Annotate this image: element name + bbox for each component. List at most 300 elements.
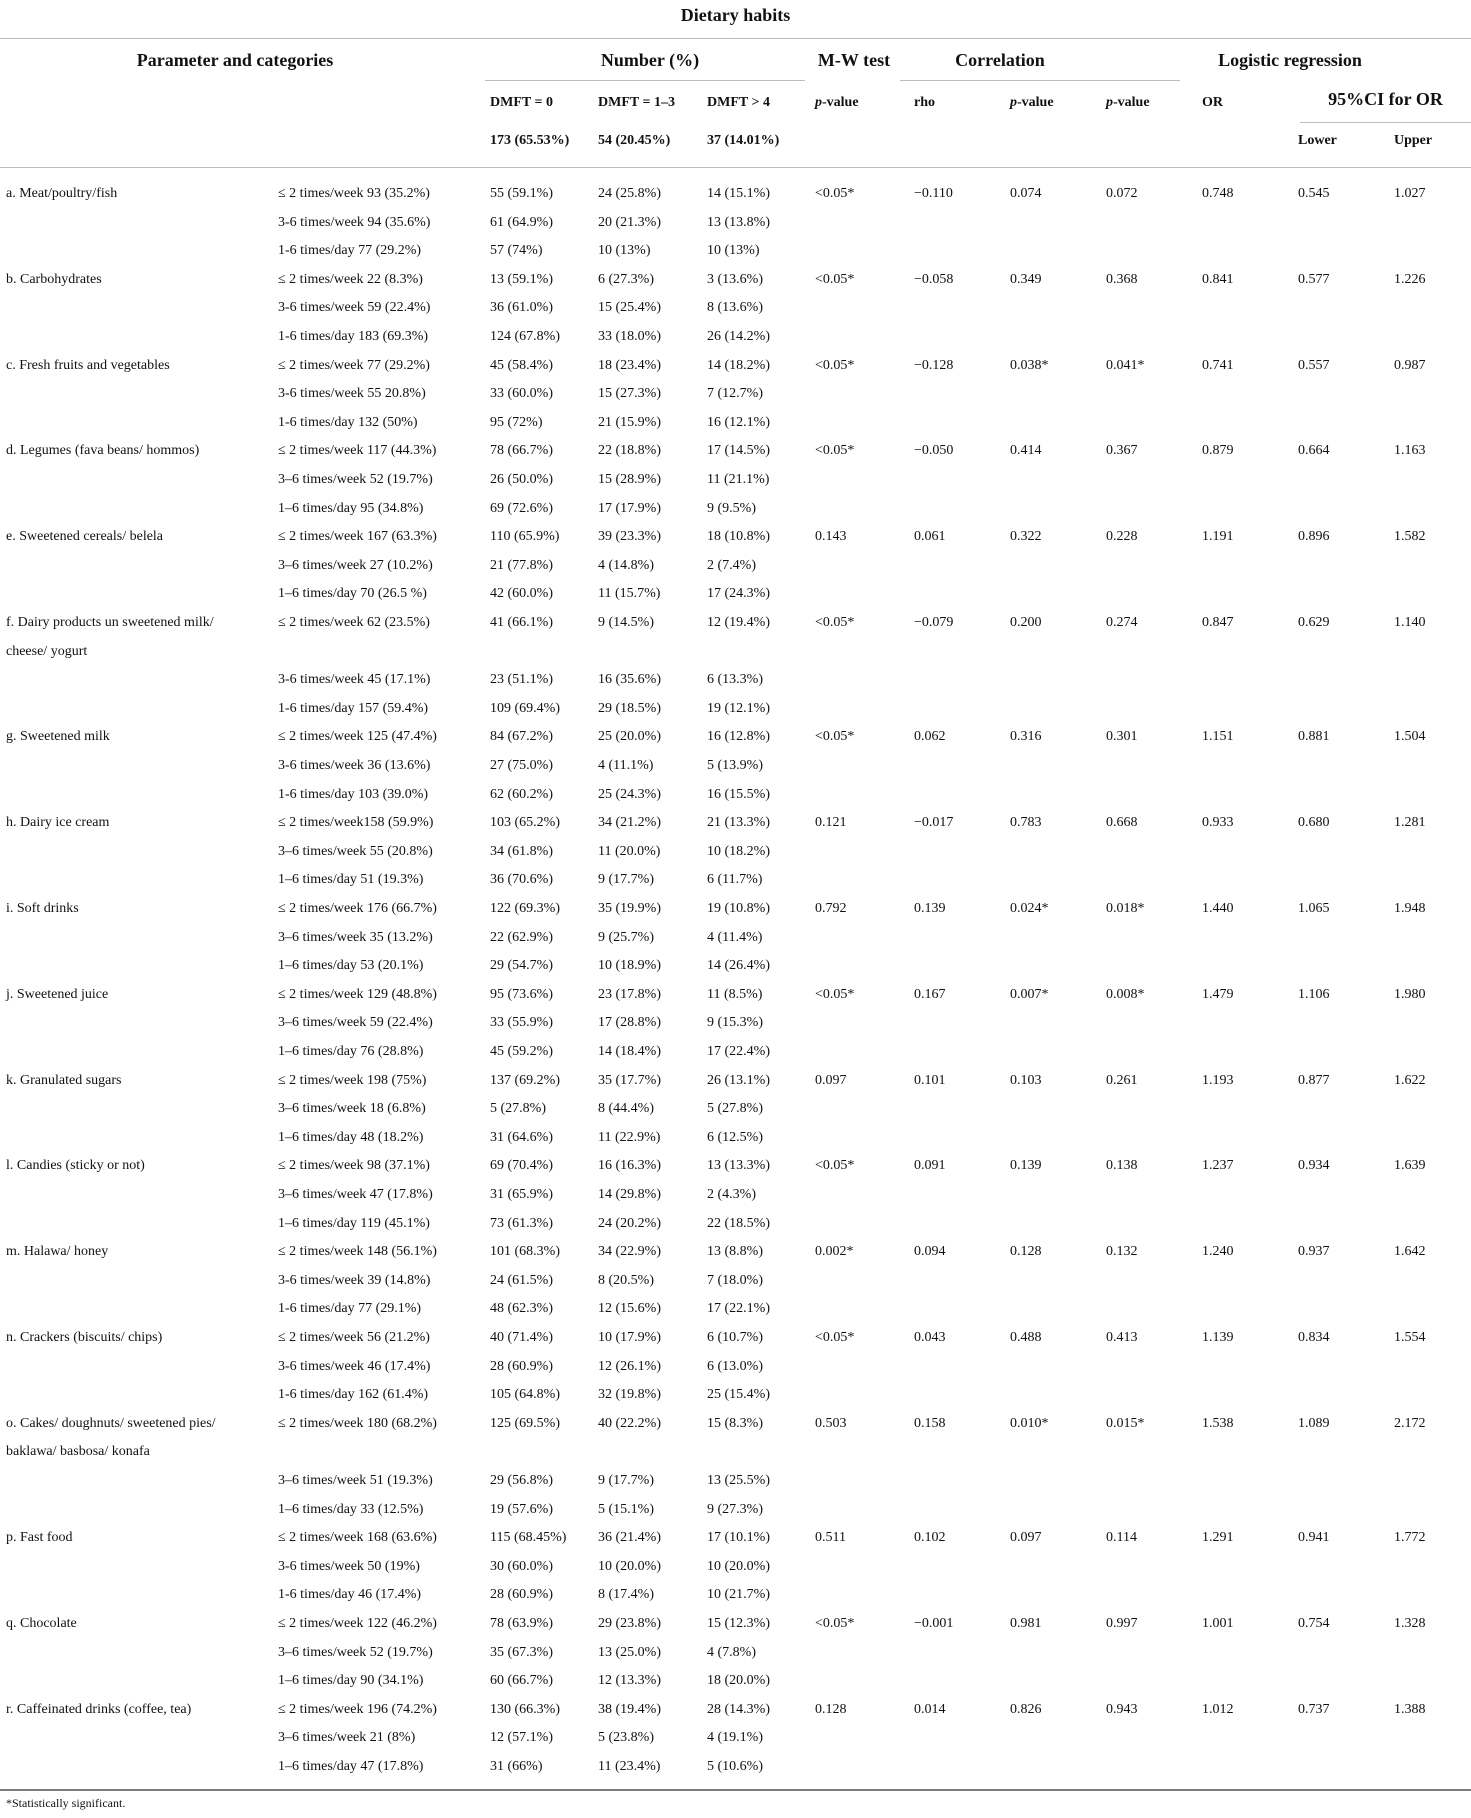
dmft4-cell: 7 (18.0%) (707, 1272, 763, 1288)
dmft13-cell: 8 (20.5%) (598, 1272, 654, 1288)
category-cell: ≤ 2 times/week 56 (21.2%) (278, 1330, 430, 1345)
table-row (0, 866, 1471, 895)
mw-pvalue-cell: 0.121 (815, 815, 847, 831)
dmft13-cell: 5 (15.1%) (598, 1501, 654, 1517)
category-cell: 3-6 times/week 45 (17.1%) (278, 672, 431, 688)
dmft0-cell: 21 (77.8%) (490, 557, 553, 573)
table-row (0, 695, 1471, 724)
category-cell: 3–6 times/week 51 (19.3%) (278, 1473, 433, 1488)
category-cell: ≤ 2 times/week 198 (75%) (278, 1072, 427, 1088)
dmft4-cell: 17 (22.4%) (707, 1044, 770, 1059)
dmft0-cell: 23 (51.1%) (490, 672, 553, 688)
ci-lower-cell: 0.877 (1298, 1072, 1330, 1088)
mw-pvalue-cell: 0.511 (815, 1530, 846, 1546)
ci-upper-cell: 1.772 (1394, 1530, 1426, 1546)
table-row (0, 1353, 1471, 1382)
ci-upper-cell: 1.948 (1394, 901, 1426, 916)
dmft0-cell: 12 (57.1%) (490, 1730, 553, 1746)
rho-cell: −0.110 (914, 186, 953, 201)
table-row (0, 1152, 1471, 1181)
ci-upper-cell: 1.388 (1394, 1701, 1426, 1717)
mw-pvalue-cell: <0.05* (815, 186, 855, 201)
ci-lower-cell: 1.106 (1298, 986, 1330, 1002)
dmft0-cell: 130 (66.3%) (490, 1701, 560, 1717)
or-cell: 1.191 (1202, 529, 1234, 545)
dmft13-cell: 12 (26.1%) (598, 1358, 661, 1374)
ci-upper-cell: 1.140 (1394, 615, 1426, 630)
header-mw: M-W test (817, 50, 891, 70)
category-cell: 3–6 times/week 35 (13.2%) (278, 929, 433, 945)
table-row (0, 924, 1471, 953)
dmft4-cell: 13 (13.3%) (707, 1158, 770, 1174)
correlation-underline (900, 80, 1180, 81)
header-dmft4: DMFT > 4 (707, 95, 770, 110)
rho-cell: 0.014 (914, 1701, 946, 1717)
dmft4-cell: 7 (12.7%) (707, 386, 763, 402)
dmft0-cell: 33 (55.9%) (490, 1015, 553, 1031)
dmft13-cell: 39 (23.3%) (598, 529, 661, 545)
table-row (0, 838, 1471, 867)
dmft0-cell: 28 (60.9%) (490, 1358, 553, 1374)
category-cell: ≤ 2 times/week158 (59.9%) (278, 815, 434, 831)
or-cell: 0.841 (1202, 271, 1234, 287)
corr-pvalue-cell: 0.007* (1010, 986, 1049, 1002)
dmft0-cell: 29 (54.7%) (490, 958, 553, 974)
dmft4-cell: 2 (4.3%) (707, 1187, 756, 1202)
or-cell: 0.741 (1202, 357, 1234, 373)
logit-pvalue-cell: 0.261 (1106, 1072, 1138, 1088)
rho-cell: 0.139 (914, 901, 946, 916)
dmft0-cell: 78 (63.9%) (490, 1616, 553, 1631)
dmft13-cell: 9 (25.7%) (598, 929, 654, 945)
ci-lower-cell: 0.896 (1298, 529, 1330, 545)
table-row (0, 180, 1471, 209)
table-row (0, 495, 1471, 524)
dmft0-cell: 5 (27.8%) (490, 1101, 546, 1117)
dmft13-cell: 40 (22.2%) (598, 1415, 661, 1431)
rho-cell: −0.058 (914, 271, 954, 287)
dmft13-cell: 14 (29.8%) (598, 1187, 661, 1202)
ci-upper-cell: 2.172 (1394, 1415, 1426, 1431)
corr-pvalue-cell: 0.200 (1010, 615, 1042, 630)
header-upper: Upper (1394, 133, 1433, 148)
ci-upper-cell: 1.504 (1394, 729, 1426, 745)
dmft0-cell: 35 (67.3%) (490, 1644, 553, 1660)
parameter-cell: p. Fast food (6, 1530, 73, 1546)
dmft4-cell: 9 (27.3%) (707, 1501, 763, 1517)
parameter-cell: n. Crackers (biscuits/ chips) (6, 1330, 163, 1345)
dmft13-cell: 11 (15.7%) (598, 586, 661, 602)
ci-upper-cell: 1.622 (1394, 1072, 1426, 1088)
header-total0: 173 (65.53%) (490, 133, 570, 148)
dmft0-cell: 45 (59.2%) (490, 1044, 553, 1059)
header-corr-pvalue: p-value (1010, 95, 1054, 110)
category-cell: 1–6 times/day 70 (26.5 %) (278, 586, 427, 602)
dmft13-cell: 4 (14.8%) (598, 557, 654, 573)
category-cell: 1–6 times/day 33 (12.5%) (278, 1501, 424, 1517)
logit-pvalue-cell: 0.368 (1106, 271, 1138, 287)
corr-pvalue-cell: 0.103 (1010, 1072, 1042, 1088)
dmft0-cell: 36 (70.6%) (490, 872, 553, 888)
dmft0-cell: 33 (60.0%) (490, 386, 553, 402)
dmft13-cell: 10 (18.9%) (598, 958, 661, 974)
ci-upper-cell: 1.226 (1394, 271, 1426, 287)
dmft0-cell: 84 (67.2%) (490, 729, 553, 745)
dmft4-cell: 19 (10.8%) (707, 901, 770, 916)
or-cell: 1.538 (1202, 1415, 1234, 1431)
dmft13-cell: 10 (13%) (598, 243, 651, 259)
table-row (0, 638, 1471, 667)
dmft13-cell: 14 (18.4%) (598, 1044, 661, 1059)
rho-cell: −0.050 (914, 443, 954, 459)
category-cell: ≤ 2 times/week 196 (74.2%) (278, 1701, 437, 1717)
ci-upper-cell: 1.027 (1394, 186, 1426, 201)
table-row (0, 1438, 1471, 1467)
dmft4-cell: 3 (13.6%) (707, 271, 763, 287)
rho-cell: 0.043 (914, 1330, 946, 1345)
corr-pvalue-cell: 0.488 (1010, 1330, 1042, 1345)
parameter-cell: d. Legumes (fava beans/ hommos) (6, 443, 200, 459)
table-bottom-rule (0, 1789, 1471, 1791)
header-total4: 37 (14.01%) (707, 133, 780, 148)
mw-pvalue-cell: <0.05* (815, 729, 855, 745)
dmft13-cell: 8 (17.4%) (598, 1587, 654, 1603)
category-cell: 3–6 times/week 52 (19.7%) (278, 1644, 433, 1660)
dmft0-cell: 36 (61.0%) (490, 300, 553, 316)
or-cell: 1.240 (1202, 1244, 1234, 1260)
dmft13-cell: 24 (20.2%) (598, 1215, 661, 1231)
rho-cell: 0.094 (914, 1244, 946, 1260)
table-row (0, 1496, 1471, 1525)
dmft13-cell: 22 (18.8%) (598, 443, 661, 459)
parameter-cell: e. Sweetened cereals/ belela (6, 529, 164, 545)
ci-lower-cell: 0.629 (1298, 615, 1330, 630)
logit-pvalue-cell: 0.008* (1106, 986, 1145, 1002)
dmft13-cell: 10 (17.9%) (598, 1330, 661, 1345)
logit-pvalue-cell: 0.114 (1106, 1530, 1137, 1546)
dmft4-cell: 5 (13.9%) (707, 758, 763, 773)
table-row (0, 1524, 1471, 1553)
table-row (0, 781, 1471, 810)
footnote: *Statistically significant. (6, 1796, 126, 1810)
ci-lower-cell: 0.577 (1298, 271, 1330, 287)
dmft4-cell: 10 (13%) (707, 243, 760, 259)
category-cell: 1–6 times/day 51 (19.3%) (278, 872, 424, 888)
parameter-cell: j. Sweetened juice (6, 986, 109, 1002)
dmft0-cell: 29 (56.8%) (490, 1473, 553, 1488)
parameter-cell: b. Carbohydrates (6, 271, 102, 287)
table-row (0, 1038, 1471, 1067)
logit-pvalue-cell: 0.943 (1106, 1701, 1138, 1717)
dmft4-cell: 13 (8.8%) (707, 1244, 763, 1260)
dmft0-cell: 137 (69.2%) (490, 1072, 560, 1088)
dmft0-cell: 105 (64.8%) (490, 1387, 560, 1403)
rho-cell: 0.102 (914, 1530, 946, 1546)
dmft13-cell: 12 (15.6%) (598, 1301, 661, 1317)
category-cell: ≤ 2 times/week 176 (66.7%) (278, 901, 437, 916)
rho-cell: 0.167 (914, 986, 946, 1002)
ci-lower-cell: 0.680 (1298, 815, 1330, 831)
dmft0-cell: 124 (67.8%) (490, 329, 560, 344)
table-row (0, 1753, 1471, 1782)
dmft4-cell: 6 (12.5%) (707, 1129, 763, 1145)
category-cell: 3–6 times/week 18 (6.8%) (278, 1101, 426, 1117)
category-cell: 1–6 times/day 95 (34.8%) (278, 500, 424, 516)
mw-pvalue-cell: <0.05* (815, 357, 855, 373)
dmft0-cell: 27 (75.0%) (490, 758, 553, 773)
ci-upper-cell: 1.163 (1394, 443, 1426, 459)
mw-pvalue-cell: 0.503 (815, 1415, 847, 1431)
or-cell: 1.001 (1202, 1616, 1234, 1631)
table-row (0, 380, 1471, 409)
category-cell: 1-6 times/day 77 (29.2%) (278, 243, 422, 259)
corr-pvalue-cell: 0.414 (1010, 443, 1042, 459)
dmft4-cell: 10 (18.2%) (707, 843, 770, 859)
dmft0-cell: 69 (72.6%) (490, 500, 553, 516)
corr-pvalue-cell: 0.038* (1010, 357, 1049, 373)
parameter-cell: a. Meat/poultry/fish (6, 186, 118, 201)
dmft4-cell: 6 (10.7%) (707, 1330, 763, 1345)
dmft13-cell: 17 (28.8%) (598, 1015, 661, 1031)
ci-lower-cell: 1.089 (1298, 1415, 1330, 1431)
corr-pvalue-cell: 0.349 (1010, 271, 1042, 287)
dmft13-cell: 11 (23.4%) (598, 1759, 661, 1774)
dmft13-cell: 5 (23.8%) (598, 1730, 654, 1746)
dmft4-cell: 18 (20.0%) (707, 1673, 770, 1689)
parameter-cell: h. Dairy ice cream (6, 815, 110, 831)
corr-pvalue-cell: 0.010* (1010, 1415, 1049, 1431)
dmft0-cell: 122 (69.3%) (490, 901, 560, 916)
table-row (0, 294, 1471, 323)
dmft13-cell: 16 (35.6%) (598, 672, 661, 688)
header-top-rule (0, 38, 1471, 39)
header-logit-pvalue: p-value (1106, 95, 1150, 110)
parameter-cell: r. Caffeinated drinks (coffee, tea) (6, 1701, 192, 1717)
or-cell: 0.847 (1202, 615, 1234, 630)
category-cell: 3-6 times/week 94 (35.6%) (278, 214, 431, 230)
dmft4-cell: 21 (13.3%) (707, 815, 770, 831)
dmft4-cell: 17 (14.5%) (707, 443, 770, 459)
dmft4-cell: 26 (14.2%) (707, 329, 770, 344)
or-cell: 1.139 (1202, 1330, 1234, 1345)
dmft13-cell: 35 (17.7%) (598, 1072, 661, 1088)
or-cell: 1.151 (1202, 729, 1234, 745)
mw-pvalue-cell: 0.128 (815, 1701, 847, 1717)
dmft13-cell: 8 (44.4%) (598, 1101, 654, 1117)
table-row (0, 552, 1471, 581)
dmft4-cell: 8 (13.6%) (707, 300, 763, 316)
dmft13-cell: 20 (21.3%) (598, 214, 661, 230)
dmft4-cell: 18 (10.8%) (707, 529, 770, 545)
mw-pvalue-cell: <0.05* (815, 1616, 855, 1631)
rho-cell: 0.062 (914, 729, 946, 745)
dmft13-cell: 10 (20.0%) (598, 1558, 661, 1574)
dmft4-cell: 17 (22.1%) (707, 1301, 770, 1317)
corr-pvalue-cell: 0.322 (1010, 529, 1042, 545)
category-cell: 3–6 times/week 47 (17.8%) (278, 1187, 433, 1202)
dmft4-cell: 6 (11.7%) (707, 872, 763, 888)
ci-upper-cell: 1.582 (1394, 529, 1426, 545)
ci-lower-cell: 0.754 (1298, 1616, 1330, 1631)
dmft4-cell: 16 (12.1%) (707, 414, 770, 430)
dmft0-cell: 101 (68.3%) (490, 1244, 560, 1260)
ci-lower-cell: 0.737 (1298, 1701, 1330, 1717)
category-cell: 3-6 times/week 46 (17.4%) (278, 1358, 431, 1374)
category-cell: 3-6 times/week 59 (22.4%) (278, 300, 431, 316)
table-row (0, 1581, 1471, 1610)
dmft0-cell: 41 (66.1%) (490, 615, 553, 630)
dmft13-cell: 9 (14.5%) (598, 615, 654, 630)
table-row (0, 523, 1471, 552)
table-row (0, 1724, 1471, 1753)
logit-pvalue-cell: 0.041* (1106, 357, 1145, 373)
category-cell: ≤ 2 times/week 168 (63.6%) (278, 1530, 437, 1546)
table-row (0, 981, 1471, 1010)
table-row (0, 1095, 1471, 1124)
category-cell: 3–6 times/week 59 (22.4%) (278, 1015, 433, 1031)
or-cell: 1.291 (1202, 1530, 1234, 1546)
corr-pvalue-cell: 0.128 (1010, 1244, 1042, 1260)
header-number: Number (%) (600, 50, 700, 70)
category-cell: 3-6 times/week 39 (14.8%) (278, 1272, 431, 1288)
number-underline (485, 80, 805, 81)
or-cell: 0.933 (1202, 815, 1234, 831)
dmft13-cell: 13 (25.0%) (598, 1644, 661, 1660)
dmft0-cell: 30 (60.0%) (490, 1558, 553, 1574)
corr-pvalue-cell: 0.139 (1010, 1158, 1042, 1174)
dmft0-cell: 69 (70.4%) (490, 1158, 553, 1174)
parameter-cell: f. Dairy products un sweetened milk/ cheese/ yogurt (6, 615, 214, 659)
category-cell: 3-6 times/week 36 (13.6%) (278, 758, 431, 773)
rho-cell: −0.128 (914, 357, 954, 373)
rho-cell: −0.079 (914, 615, 954, 630)
table-row (0, 609, 1471, 659)
dmft13-cell: 32 (19.8%) (598, 1387, 661, 1403)
or-cell: 1.193 (1202, 1072, 1234, 1088)
dmft13-cell: 34 (21.2%) (598, 815, 661, 831)
ci-upper-cell: 1.281 (1394, 815, 1426, 831)
table-row (0, 1267, 1471, 1296)
table-row (0, 323, 1471, 352)
dmft4-cell: 4 (11.4%) (707, 929, 763, 945)
or-cell: 0.748 (1202, 186, 1234, 201)
dmft0-cell: 28 (60.9%) (490, 1587, 553, 1603)
table-row (0, 1210, 1471, 1239)
dmft13-cell: 12 (13.3%) (598, 1673, 661, 1689)
mw-pvalue-cell: <0.05* (815, 1330, 855, 1345)
category-cell: 3–6 times/week 21 (8%) (278, 1730, 416, 1746)
category-cell: ≤ 2 times/week 125 (47.4%) (278, 729, 437, 745)
ci-upper-cell: 1.980 (1394, 986, 1426, 1002)
table-row (0, 437, 1471, 466)
category-cell: 1–6 times/day 53 (20.1%) (278, 958, 424, 974)
dmft0-cell: 31 (64.6%) (490, 1129, 553, 1145)
rho-cell: 0.101 (914, 1072, 946, 1088)
category-cell: ≤ 2 times/week 77 (29.2%) (278, 357, 430, 373)
dmft13-cell: 38 (19.4%) (598, 1701, 661, 1717)
header-mw-pvalue: p-value (815, 95, 859, 110)
category-cell: ≤ 2 times/week 93 (35.2%) (278, 186, 430, 201)
parameter-cell: c. Fresh fruits and vegetables (6, 357, 170, 373)
table-row (0, 1410, 1471, 1460)
table-row (0, 266, 1471, 295)
category-cell: ≤ 2 times/week 167 (63.3%) (278, 529, 437, 545)
dmft13-cell: 15 (28.9%) (598, 472, 661, 487)
dmft13-cell: 18 (23.4%) (598, 357, 661, 373)
dmft0-cell: 110 (65.9%) (490, 529, 560, 545)
logit-pvalue-cell: 0.015* (1106, 1415, 1145, 1431)
category-cell: 3-6 times/week 55 20.8%) (278, 386, 426, 402)
table-row (0, 1696, 1471, 1725)
dmft13-cell: 17 (17.9%) (598, 500, 661, 516)
table-row (0, 1324, 1471, 1353)
header-total13: 54 (20.45%) (598, 133, 671, 148)
header-dmft13: DMFT = 1–3 (598, 95, 675, 110)
dmft4-cell: 5 (10.6%) (707, 1759, 763, 1774)
corr-pvalue-cell: 0.024* (1010, 901, 1049, 916)
table-row (0, 1667, 1471, 1696)
table-title: Dietary habits (680, 5, 791, 25)
dmft4-cell: 16 (15.5%) (707, 786, 770, 802)
table-row (0, 1639, 1471, 1668)
dmft13-cell: 24 (25.8%) (598, 186, 661, 201)
category-cell: ≤ 2 times/week 117 (44.3%) (278, 443, 437, 459)
or-cell: 1.012 (1202, 1701, 1234, 1717)
dmft0-cell: 115 (68.45%) (490, 1530, 567, 1546)
dmft13-cell: 6 (27.3%) (598, 271, 654, 287)
category-cell: 1–6 times/day 90 (34.1%) (278, 1673, 424, 1689)
dmft13-cell: 16 (16.3%) (598, 1158, 661, 1174)
category-cell: 1-6 times/day 46 (17.4%) (278, 1587, 422, 1603)
dmft0-cell: 40 (71.4%) (490, 1330, 553, 1345)
dmft4-cell: 26 (13.1%) (707, 1072, 770, 1088)
parameter-cell: o. Cakes/ doughnuts/ sweetened pies/ baklawa/ basbosa/ konafa (6, 1415, 216, 1460)
header-dmft0: DMFT = 0 (490, 95, 553, 110)
logit-pvalue-cell: 0.367 (1106, 443, 1138, 459)
dmft4-cell: 6 (13.0%) (707, 1358, 763, 1374)
dmft4-cell: 10 (21.7%) (707, 1587, 770, 1603)
mw-pvalue-cell: 0.792 (815, 901, 847, 916)
category-cell: 3–6 times/week 27 (10.2%) (278, 557, 433, 573)
category-cell: ≤ 2 times/week 22 (8.3%) (278, 271, 423, 287)
table-row (0, 466, 1471, 495)
rho-cell: 0.158 (914, 1415, 946, 1431)
table-row (0, 666, 1471, 695)
table-row (0, 1610, 1471, 1639)
mw-pvalue-cell: 0.143 (815, 529, 847, 545)
ci-lower-cell: 0.934 (1298, 1158, 1330, 1174)
dmft0-cell: 13 (59.1%) (490, 271, 553, 287)
dmft13-cell: 15 (27.3%) (598, 386, 661, 402)
corr-pvalue-cell: 0.783 (1010, 815, 1042, 831)
mw-pvalue-cell: <0.05* (815, 443, 855, 459)
header-lower: Lower (1298, 133, 1337, 148)
parameter-cell: m. Halawa/ honey (6, 1244, 109, 1260)
dmft0-cell: 55 (59.1%) (490, 186, 553, 201)
ci-upper-cell: 1.642 (1394, 1244, 1426, 1260)
corr-pvalue-cell: 0.826 (1010, 1701, 1042, 1717)
dmft0-cell: 57 (74%) (490, 243, 543, 259)
dmft0-cell: 60 (66.7%) (490, 1673, 553, 1689)
header-rho: rho (914, 95, 935, 110)
category-cell: 1-6 times/day 183 (69.3%) (278, 329, 429, 344)
ci-lower-cell: 1.065 (1298, 901, 1330, 916)
table-row (0, 1381, 1471, 1410)
dmft4-cell: 13 (13.8%) (707, 214, 770, 230)
category-cell: ≤ 2 times/week 129 (48.8%) (278, 986, 437, 1002)
category-cell: ≤ 2 times/week 180 (68.2%) (278, 1415, 437, 1431)
parameter-cell: g. Sweetened milk (6, 729, 110, 745)
